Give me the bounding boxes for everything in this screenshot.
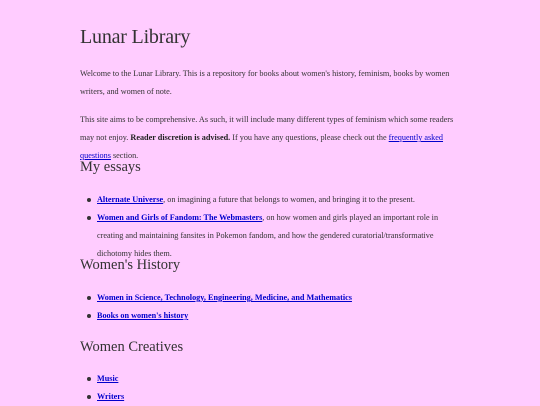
women-creatives-list <box>87 370 459 406</box>
discretion-notice: Reader discretion is advised. <box>130 133 231 142</box>
webmasters-essay-link[interactable]: Women and Girls of Fandom: The Webmasters <box>97 213 263 222</box>
section-heading-womens-history: Women's History <box>80 257 181 273</box>
intro-p2-text-1: This site aims to be comprehensive. As such, it will include many different types of feminism which some readers may not enjoy. <box>80 115 454 142</box>
intro-paragraph-1: Welcome to the Lunar Library. This is a repository for books about women's history, feminism, books by women writers, and women of note. <box>80 69 450 96</box>
site-title: Lunar Library <box>80 26 191 48</box>
alternate-universe-link[interactable]: Alternate Universe <box>97 195 164 204</box>
intro-p2-text-2: If you have any questions, please check out the <box>230 133 389 142</box>
list-item <box>87 209 459 263</box>
intro-paragraph-2 <box>80 111 458 165</box>
stem-women-link[interactable]: Women in Science, Technology, Engineering, Medicine, and Mathematics <box>97 293 352 302</box>
list-item-text: , on how women and girls played an important role in creating and maintaining fansites in Pokemon fandom, and how the gendered curatorial/transformative dichotomy hides them. <box>97 213 439 258</box>
intro-p2-text-3: section. <box>110 151 139 160</box>
list-item <box>87 388 459 406</box>
list-item <box>87 370 459 388</box>
list-item <box>87 307 459 325</box>
list-item <box>87 191 459 209</box>
list-item <box>87 289 459 307</box>
section-heading-essays: My essays <box>80 159 141 175</box>
faq-link[interactable]: frequently asked questions <box>80 133 444 160</box>
womens-history-list <box>87 289 459 325</box>
womens-history-books-link[interactable]: Books on women's history <box>97 311 189 320</box>
section-heading-women-creatives: Women Creatives <box>80 339 184 355</box>
music-link[interactable]: Music <box>97 374 119 383</box>
essays-list <box>87 191 459 263</box>
list-item-text: , on imagining a future that belongs to women, and bringing it to the present. <box>163 195 415 204</box>
writers-link[interactable]: Writers <box>97 392 125 401</box>
